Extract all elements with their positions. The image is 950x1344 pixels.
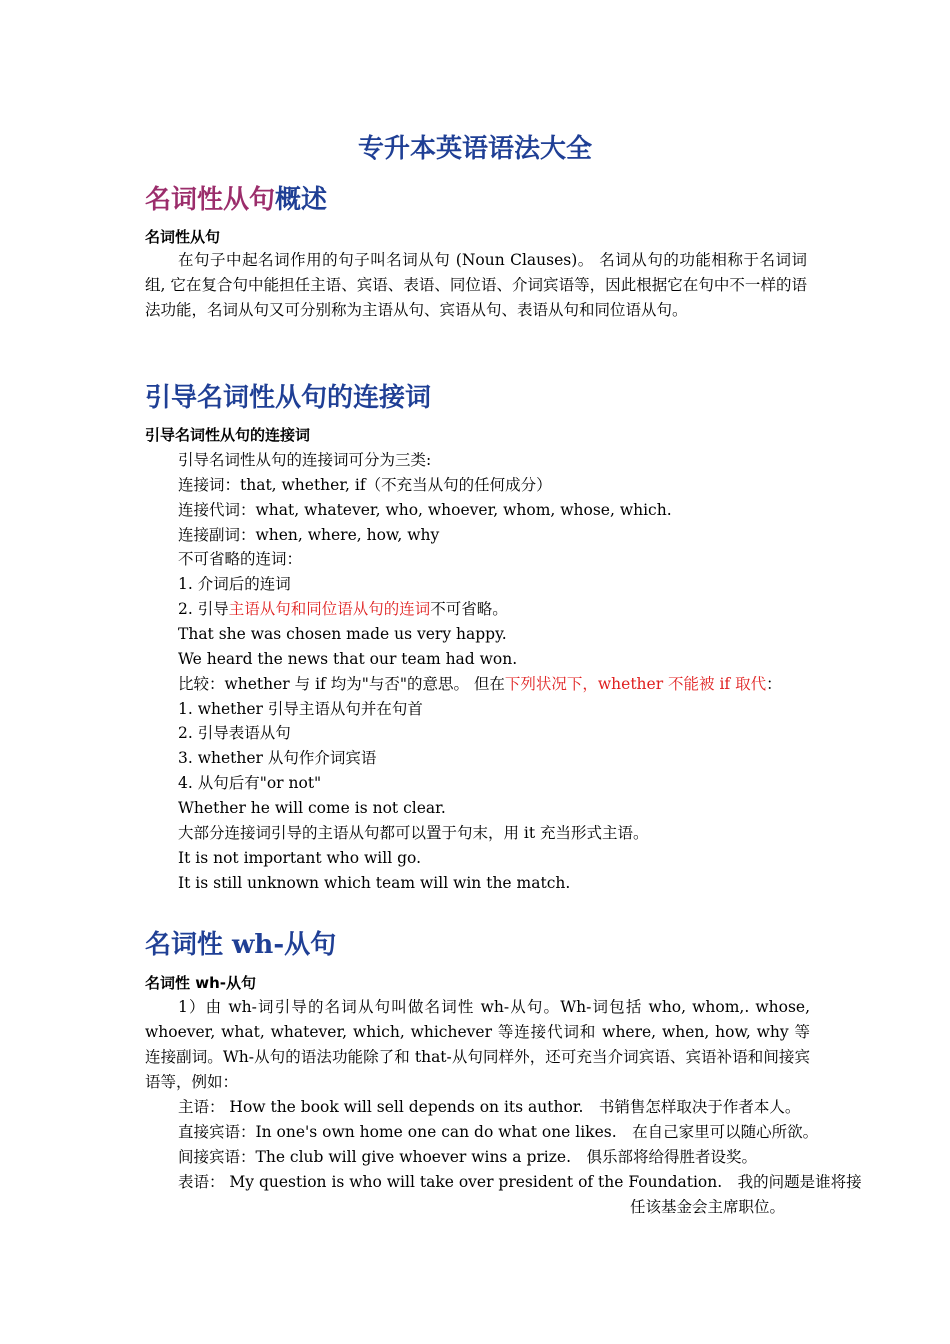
heading-part-overview: 概述: [275, 185, 328, 215]
text-line: 1. 介词后的连词: [178, 575, 291, 593]
text-line: 连接副词：when, where, how, why: [178, 526, 440, 544]
section-heading-connectives: 引导名词性从句的连接词: [145, 383, 432, 413]
highlight-span: 主语从句和同位语从句的连词: [228, 600, 431, 618]
text-span: 比较：whether 与 if 均为"与否"的意思。 但在: [178, 675, 505, 693]
paragraph-wh-clause: 1）由 wh-词引导的名词从句叫做名词性 wh-从句。Wh-词包括 who, whom,. whose, whoever, what, whatever, which, whichever 等连接代词和 where, when, how, why 等连接副词。Wh-从句的语法功能除了和 that-从句同样外，还可充当介词宾语、宾语补语和间接宾语等，例如：: [145, 998, 810, 1091]
list-item: 4. 从句后有"or not": [178, 774, 322, 792]
text-span: 2. 引导: [178, 600, 229, 618]
text-span: ：: [766, 675, 782, 693]
example-sentence: That she was chosen made us very happy.: [178, 625, 507, 643]
section-subheading: 名词性从句: [145, 228, 221, 246]
section-subheading: 名词性 wh-从句: [145, 974, 256, 992]
text-line: 大部分连接词引导的主语从句都可以置于句末，用 it 充当形式主语。: [178, 824, 649, 842]
list-item: 2. 引导表语从句: [178, 724, 291, 742]
text-span: 不可省略。: [430, 600, 508, 618]
example-line: 间接宾语：The club will give whoever wins a prize. 俱乐部将给得胜者设奖。: [178, 1148, 758, 1166]
section-subheading: 引导名词性从句的连接词: [145, 426, 311, 444]
example-line-continued: 任该基金会主席职位。: [630, 1198, 786, 1216]
section-heading-wh-clause: 名词性 wh-从句: [145, 930, 337, 960]
example-line: 直接宾语：In one's own home one can do what one likes. 在自己家里可以随心所欲。: [178, 1123, 819, 1141]
text-line-highlight: [178, 599, 508, 619]
example-line: 表语： My question is who will take over president of the Foundation. 我的问题是谁将接: [178, 1173, 862, 1191]
example-sentence: It is not important who will go.: [178, 849, 421, 867]
list-item: 1. whether 引导主语从句并在句首: [178, 700, 423, 718]
list-item: 3. whether 从句作介词宾语: [178, 749, 377, 767]
heading-part-noun-clause: 名词性从句: [145, 185, 276, 215]
text-line-highlight: [178, 674, 782, 694]
text-line: 引导名词性从句的连接词可分为三类:: [178, 451, 432, 469]
document-title: 专升本英语语法大全: [357, 134, 592, 164]
example-sentence: We heard the news that our team had won.: [178, 650, 518, 668]
paragraph-definition: 在句子中起名词作用的句子叫名词从句 (Noun Clauses)。 名词从句的功能相称于名词词组, 它在复合句中能担任主语、宾语、表语、同位语、介词宾语等，因此根据它在句中不一样的语法功能，名词从句又可分别称为主语从句、宾语从句、表语从句和同位语从句。: [145, 251, 807, 319]
text-line: 连接词：that, whether, if（不充当从句的任何成分）: [178, 476, 552, 494]
text-line: 连接代词：what, whatever, who, whoever, whom, whose, which.: [178, 501, 672, 519]
highlight-span: 下列状况下，whether 不能被 if 取代: [504, 675, 767, 693]
example-sentence: It is still unknown which team will win the match.: [178, 874, 571, 892]
section-heading-overview: [145, 182, 327, 218]
example-line: 主语： How the book will sell depends on its author. 书销售怎样取决于作者本人。: [178, 1098, 801, 1116]
example-sentence: Whether he will come is not clear.: [178, 799, 446, 817]
text-line: 不可省略的连词：: [178, 550, 303, 568]
